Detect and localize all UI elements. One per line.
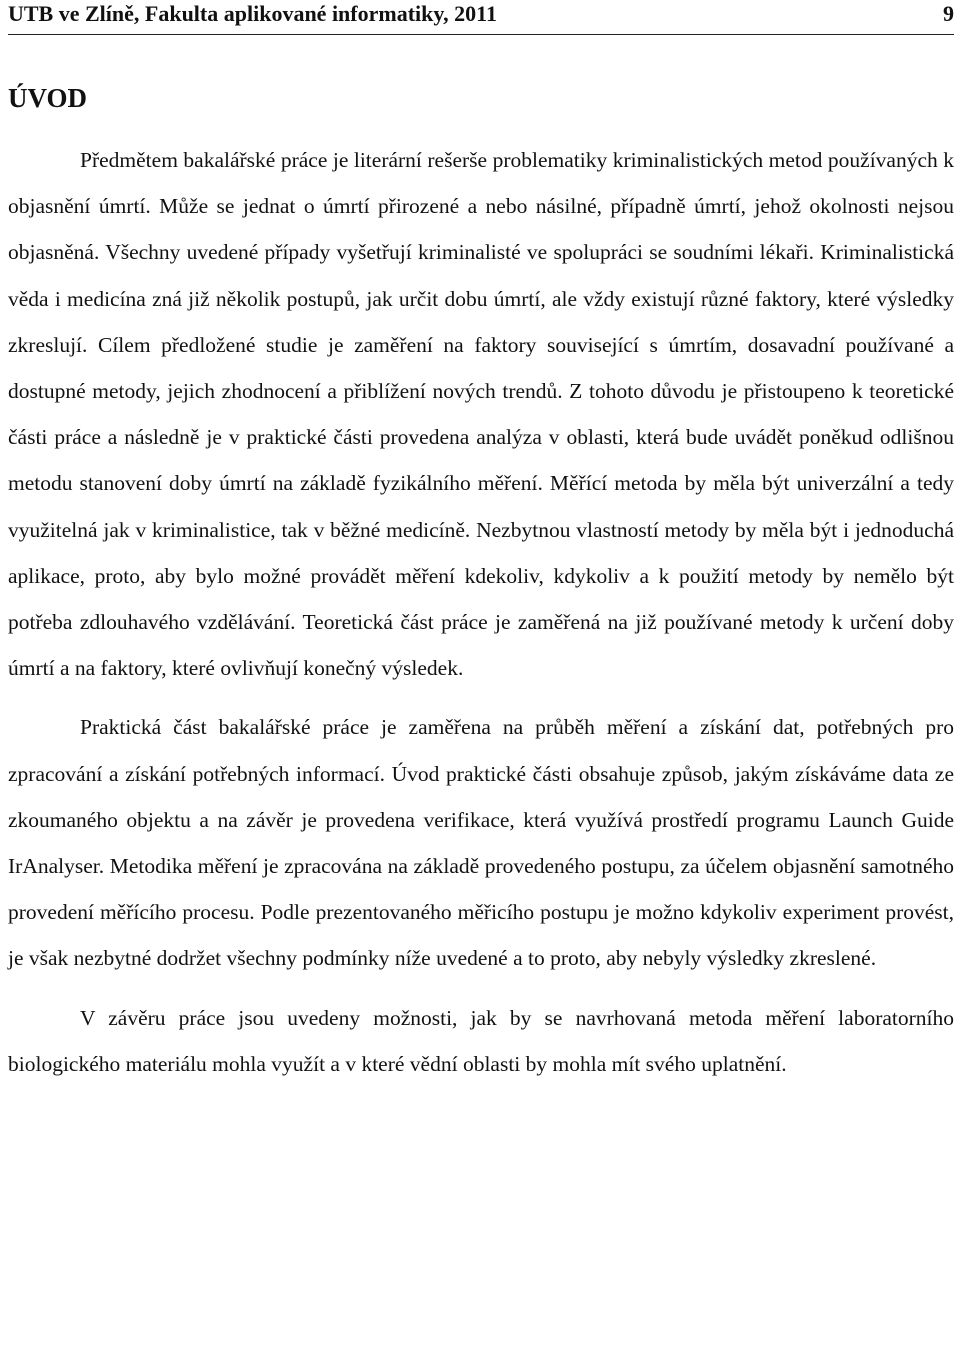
paragraph-practical-part: Praktická část bakalářské práce je zaměřena na průběh měření a získání dat, potřebných pro zpracování a získání potřebných informací. Úvod praktické části obsahuje způsob, jakým získáváme data ze zkoumaného objektu a na závěr je provedena verifikace, která využívá prostředí programu Launch Guide IrAnalyser. Metodika měření je zpracována na základě provedeného postupu, za účelem objasnění samotného provedení měřícího procesu. Podle prezentovaného měřicího postupu je možno kdykoliv experiment provést, je však nezbytné dodržet všechny podmínky níže uvedené a to proto, aby nebyly výsledky zkreslené. — [8, 715, 954, 971]
paragraph-introduction: Předmětem bakalářské práce je literární rešerše problematiky kriminalistických metod používaných k objasnění úmrtí. Může se jednat o úmrtí přirozené a nebo násilné, případně úmrtí, jehož okolnosti nejsou objasněná. Všechny uvedené případy vyšetřují kriminalisté ve spolupráci se soudními lékaři. Kriminalistická věda i medicína zná již několik postupů, jak určit dobu úmrtí, ale vždy existují různé faktory, které výsledky zkreslují. Cílem předložené studie je zaměření na faktory související s úmrtím, dosavadní používané a dostupné metody, jejich zhodnocení a přiblížení nových trendů. Z tohoto důvodu je přistoupeno k teoretické části práce a následně je v praktické části provedena analýza v oblasti, která bude uvádět poněkud odlišnou metodu stanovení doby úmrtí na základě fyzikálního měření. Měřící metoda by měla být univerzální a tedy využitelná jak v kriminalistice, tak v běžné medicíně. Nezbytnou vlastností metody by měla být i jednoduchá aplikace, proto, aby bylo možné provádět měření kdekoliv, kdykoliv a k použití metody by nemělo být potřeba zdlouhavého vzdělávání. Teoretická část práce je zaměřená na již používané metody k určení doby úmrtí a na faktory, které ovlivňují konečný výsledek. — [8, 148, 954, 681]
document-page — [8, 0, 954, 1087]
paragraph-conclusion: V závěru práce jsou uvedeny možnosti, jak by se navrhovaná metoda měření laboratorního biologického materiálu mohla využít a v které vědní oblasti by mohla mít svého uplatnění. — [8, 1005, 954, 1076]
running-header — [8, 0, 954, 35]
chapter-heading: ÚVOD — [8, 83, 87, 113]
header-title: UTB ve Zlíně, Fakulta aplikované informatiky, 2011 — [8, 1, 497, 26]
page-number: 9 — [943, 1, 954, 26]
